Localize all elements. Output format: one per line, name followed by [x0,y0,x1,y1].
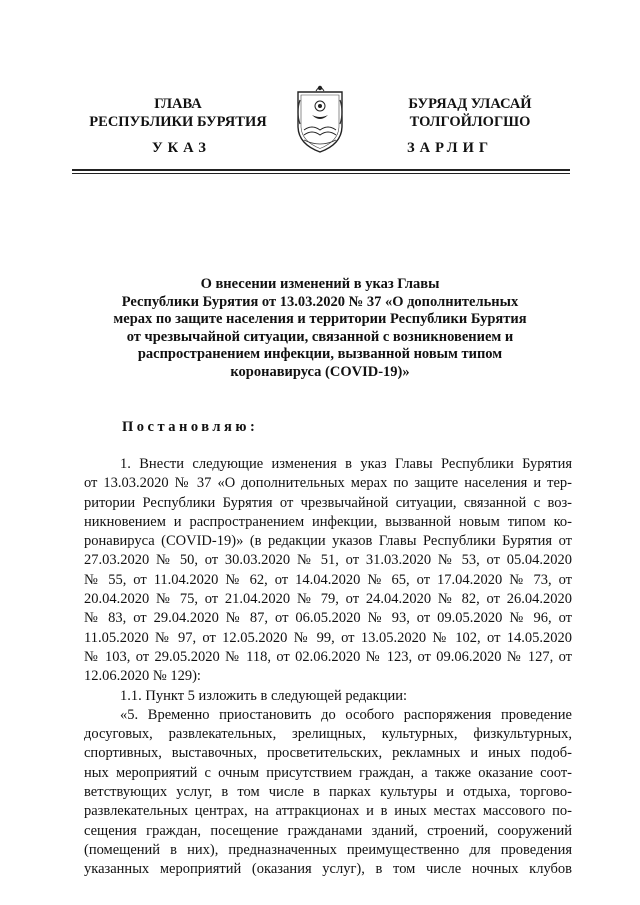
decree-word: Постановляю: [122,419,259,435]
body-line: ритории Республики Бурятия от чрезвычайной ситуации, связанной с воз- [84,494,572,511]
body-line: № 83, от 29.04.2020 № 87, от 06.05.2020 № 93, от 09.05.2020 № 96, от [84,610,572,627]
body-line: 11.05.2020 № 97, от 12.05.2020 № 99, от 13.05.2020 № 102, от 14.05.2020 [84,629,572,646]
header-left [78,95,278,131]
body-line: указанных мероприятий (оказания услуг), в том числе ночных клубов [84,861,572,878]
document-title [90,276,550,381]
document-body [84,455,572,880]
body-line: 1. Внести следующие изменения в указ Главы Республики Бурятия [120,456,572,472]
title-line: от чрезвычайной ситуации, связанной с возникновением и [126,328,514,345]
body-line: 1.1. Пункт 5 изложить в следующей редакции: [120,687,408,704]
body-line: сещения граждан, посещение гражданами зданий, строений, сооружений [84,822,572,839]
body-line: ных мероприятий с очным присутствием граждан, а также оказание соот- [84,764,572,781]
body-line: № 55, от 11.04.2020 № 62, от 14.04.2020 № 65, от 17.04.2020 № 73, от [84,571,572,588]
body-line: 12.06.2020 № 129): [84,668,201,685]
title-line: О внесении изменений в указ Главы [200,276,440,292]
header-left-line2: РЕСПУБЛИКИ БУРЯТИЯ [89,114,267,130]
body-line: никновением и распространением инфекции, вызванной новым типом ко- [84,513,572,530]
title-line: мерах по защите населения и территории Республики Бурятия [113,311,527,327]
body-line: (помещений в них), предназначенных преимущественно для проведения [84,841,572,858]
body-line: ронавируса (COVID-19)» (в редакции указов Главы Республики Бурятия от [84,533,572,550]
body-line: 27.03.2020 № 50, от 30.03.2020 № 51, от 31.03.2020 № 53, от 05.04.2020 [84,552,572,569]
body-line: досуговых, развлекательных, зрелищных, культурных, физкультурных, [84,726,572,743]
title-line: распространением инфекции, вызванной новым типом [137,346,503,362]
body-line: № 103, от 29.05.2020 № 118, от 02.06.2020 № 123, от 09.06.2020 № 127, от [84,648,572,665]
coat-of-arms-icon [294,82,346,154]
body-line: спортивных, выставочных, просветительских, рекламных и иных подоб- [84,745,572,762]
body-line: «5. Временно приостановить до особого распоряжения проведение [120,706,572,723]
header-right-line2: ТОЛГОЙЛОГШО [409,114,531,130]
header-right [370,95,570,131]
title-line: коронавируса (COVID-19)» [230,363,410,380]
body-line: от 13.03.2020 № 37 «О дополнительных мерах по защите населения и тер- [84,475,572,492]
header-right-line1: БУРЯАД УЛАСАЙ [408,96,532,112]
body-line: 20.04.2020 № 75, от 21.04.2020 № 79, от 24.04.2020 № 82, от 26.04.2020 [84,591,572,608]
doc-type-right: ЗАРЛИГ [407,140,494,156]
header-left-line1: ГЛАВА [154,96,202,112]
body-line: ветствующих услуг, в том числе в парках культуры и отдыха, торгово- [84,784,572,801]
header-divider-thin [72,173,570,174]
doc-type-left: УКАЗ [152,140,211,156]
title-line: Республики Бурятия от 13.03.2020 № 37 «О дополнительных [121,293,519,310]
header-divider-thick [72,169,570,171]
body-line: развлекательных центрах, на аттракционах и в иных местах массового по- [84,803,572,820]
